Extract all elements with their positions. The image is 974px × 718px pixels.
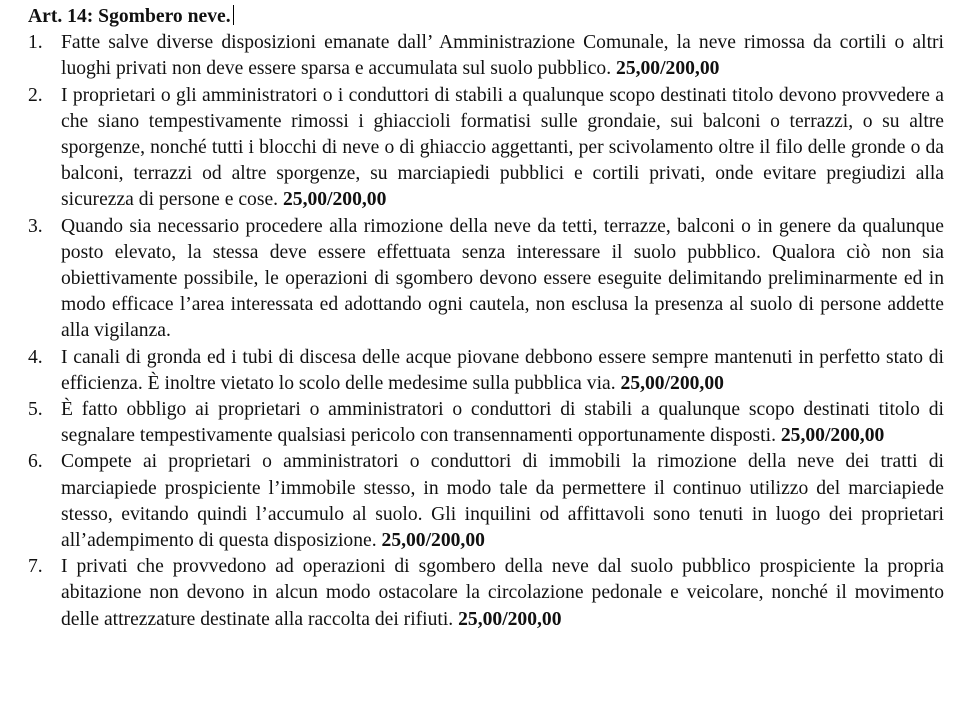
item-number: 1. bbox=[28, 32, 43, 54]
text-cursor bbox=[233, 5, 234, 25]
fine-amount: 25,00/200,00 bbox=[458, 608, 562, 630]
fine-amount: 25,00/200,00 bbox=[381, 530, 485, 552]
paragraph-list bbox=[28, 30, 944, 633]
item-number: 7. bbox=[28, 556, 43, 578]
item-number: 4. bbox=[28, 346, 43, 368]
fine-amount: 25,00/200,00 bbox=[780, 425, 885, 447]
item-number: 6. bbox=[28, 451, 43, 473]
fine-amount: 25,00/200,00 bbox=[282, 189, 387, 211]
fine-amount: 25,00/200,00 bbox=[620, 372, 724, 394]
item-text: I canali di gronda ed i tubi di discesa delle acque piovane debbono essere sempre mantenuti in perfetto stato di efficienza. È inoltre vietato lo scolo delle medesime sulla pubblica via. bbox=[61, 346, 944, 394]
item-text: Quando sia necessario procedere alla rimozione della neve da tetti, terrazze, balconi o in genere da qualunque posto elevato, la stessa deve essere effettuata senza interessare il suolo pubblico. Qualora ciò non sia obiettivamente possibile, le operazioni di sgombero devono essere eseguite delimitando preliminarmente ed in modo efficace l’area interessata ed adottando ogni cautela, non esclusa la presenza al suolo di persone addette alla vigilanza. bbox=[61, 215, 944, 342]
list-item-5 bbox=[28, 397, 944, 449]
item-number: 5. bbox=[28, 399, 43, 421]
item-text: Compete ai proprietari o amministratori o conduttori di immobili la rimozione della neve dei tratti di marciapiede prospiciente l’immobile stesso, in modo tale da permettere il continuo utilizzo del marciapiede stesso, evitando quindi l’accumulo al suolo. Gli inquilini od affittavoli sono tenuti in luogo dei proprietari all’adempimento di questa disposizione. bbox=[61, 451, 944, 552]
item-text: I privati che provvedono ad operazioni di sgombero della neve dal suolo pubblico prospiciente la propria abitazione non devono in alcun modo ostacolare la circolazione pedonale e veicolare, nonché il movimento delle attrezzature destinate alla raccolta dei rifiuti. bbox=[61, 556, 944, 630]
list-item-2 bbox=[28, 83, 944, 214]
article-title bbox=[28, 4, 944, 30]
item-text: Fatte salve diverse disposizioni emanate dall’ Amministrazione Comunale, la neve rimossa da cortili o altri luoghi privati non deve essere sparsa e accumulata sul suolo pubblico. bbox=[61, 32, 944, 80]
list-item-3 bbox=[28, 214, 944, 345]
item-text: I proprietari o gli amministratori o i conduttori di stabili a qualunque scopo destinati titolo devono provvedere a che siano tempestivamente rimossi i ghiaccioli formatisi sulle grondaie, sui balconi o terrazzi, o su altre sporgenze, nonché tutti i blocchi di neve o di ghiaccio aggettanti, per scivolamento oltre il filo delle gronde o da balconi, terrazzi od altre sporgenze, su marciapiedi pubblici e cortili privati, onde evitare pregiudizi alla sicurezza di persone e cose. bbox=[61, 84, 944, 211]
list-item-7 bbox=[28, 554, 944, 633]
list-item-6 bbox=[28, 449, 944, 554]
list-item-4 bbox=[28, 345, 944, 397]
item-number: 3. bbox=[28, 215, 43, 237]
item-number: 2. bbox=[28, 84, 43, 106]
list-item-1 bbox=[28, 30, 944, 82]
article-title-text: Art. 14: Sgombero neve. bbox=[28, 6, 231, 27]
item-text: È fatto obbligo ai proprietari o amministratori o conduttori di stabili a qualunque scopo destinati titolo di segnalare tempestivamente qualsiasi pericolo con transennamenti opportunamente disposti. bbox=[61, 399, 944, 447]
fine-amount: 25,00/200,00 bbox=[616, 58, 720, 80]
